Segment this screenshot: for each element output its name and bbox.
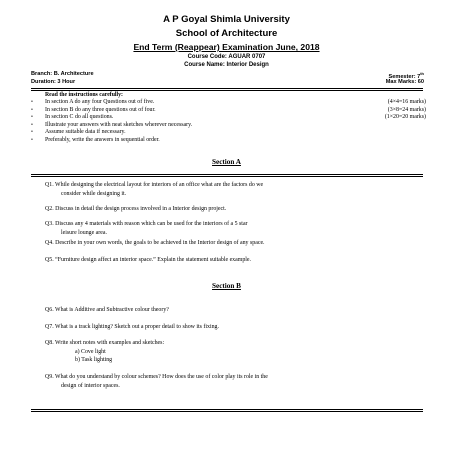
semester-text: Semester: 7 <box>388 74 421 80</box>
instruction-item <box>31 129 426 137</box>
question-3-line1: Q3. Discuss any 4 materials with reason which can be used for the interiors of a 5 star <box>45 221 248 227</box>
bullet-icon: • <box>31 136 33 143</box>
instructions-list <box>31 99 426 145</box>
course-name: Course Name: Interior Design <box>184 62 269 68</box>
instruction-text: Assume suitable data if necessary. <box>45 129 126 136</box>
university-name: A P Goyal Shimla University <box>163 14 290 25</box>
footer-divider-bottom <box>31 411 423 412</box>
question-8-line1: Q8. Write short notes with examples and sketches: <box>45 340 165 346</box>
instruction-marks: (3×8=24 marks) <box>387 106 426 113</box>
instruction-item <box>31 114 426 122</box>
exam-title: End Term (Reappear) Examination June, 2018 <box>133 42 320 52</box>
instruction-item <box>31 99 426 107</box>
bullet-icon: • <box>31 114 33 121</box>
branch-label: Branch: B. Architecture <box>31 71 94 77</box>
instruction-item <box>31 107 426 115</box>
bullet-icon: • <box>31 129 33 136</box>
bullet-icon: • <box>31 99 33 105</box>
instruction-text: Illustrate your answers with neat sketches wherever necessary. <box>45 121 193 128</box>
instructions-title: Read the instructions carefully: <box>45 92 123 98</box>
section-b-heading: Section B <box>212 282 241 290</box>
course-code: Course Code: AGUAR 0707 <box>187 54 266 60</box>
school-name: School of Architecture <box>175 28 278 39</box>
duration-label: Duration: 3 Hour <box>31 79 76 85</box>
max-marks-label: Max Marks: 60 <box>385 79 424 85</box>
bullet-icon: • <box>31 106 33 113</box>
instruction-marks: (1×20=20 marks) <box>384 114 426 121</box>
question-9-line1: Q9. What do you understand by colour schemes? How does the use of color play its role in the <box>45 374 268 380</box>
instruction-text: In section C do all questions. <box>45 114 114 121</box>
question-9-line2: design of interior spaces. <box>61 383 120 389</box>
instruction-text: Preferably, write the answers in sequential order. <box>45 136 160 143</box>
question-2-line1: Q2. Discuss in detail the design process involved in a Interior design project. <box>45 206 227 212</box>
section-a-heading: Section A <box>212 158 241 166</box>
question-8-part-b: b) Task lighting <box>75 357 113 363</box>
header-divider-bottom <box>31 90 423 91</box>
question-8-part-a: a) Cove light <box>75 349 106 355</box>
bullet-icon: • <box>31 121 33 128</box>
instruction-text: In section A do any four Questions out of five. <box>45 99 155 105</box>
instruction-text: In section B do any three questions out of four. <box>45 106 156 113</box>
semester-suffix: th <box>420 71 424 76</box>
question-4-line1: Q4. Describe in your own words, the goals to be achieved in the Interior design of any space. <box>45 240 265 246</box>
question-7-line1: Q7. What is a track lighting? Sketch out a proper detail to show its fixing. <box>45 324 219 330</box>
instruction-item <box>31 137 426 145</box>
question-6-line1: Q6. What is Additive and Subtractive colour theory? <box>45 307 169 313</box>
question-1-line1: Q1. While designing the electrical layout for interiors of an office what are the factors do we <box>45 182 264 188</box>
instruction-marks: (4×4=16 marks) <box>387 99 426 105</box>
question-3-line2: leisure lounge area. <box>61 230 107 236</box>
question-1-line2: consider while designing it. <box>61 191 127 197</box>
section-a-divider-bottom <box>31 176 423 177</box>
question-5-line1: Q5. “Furniture design affect an interior space.” Explain the statement suitable example. <box>45 257 251 263</box>
